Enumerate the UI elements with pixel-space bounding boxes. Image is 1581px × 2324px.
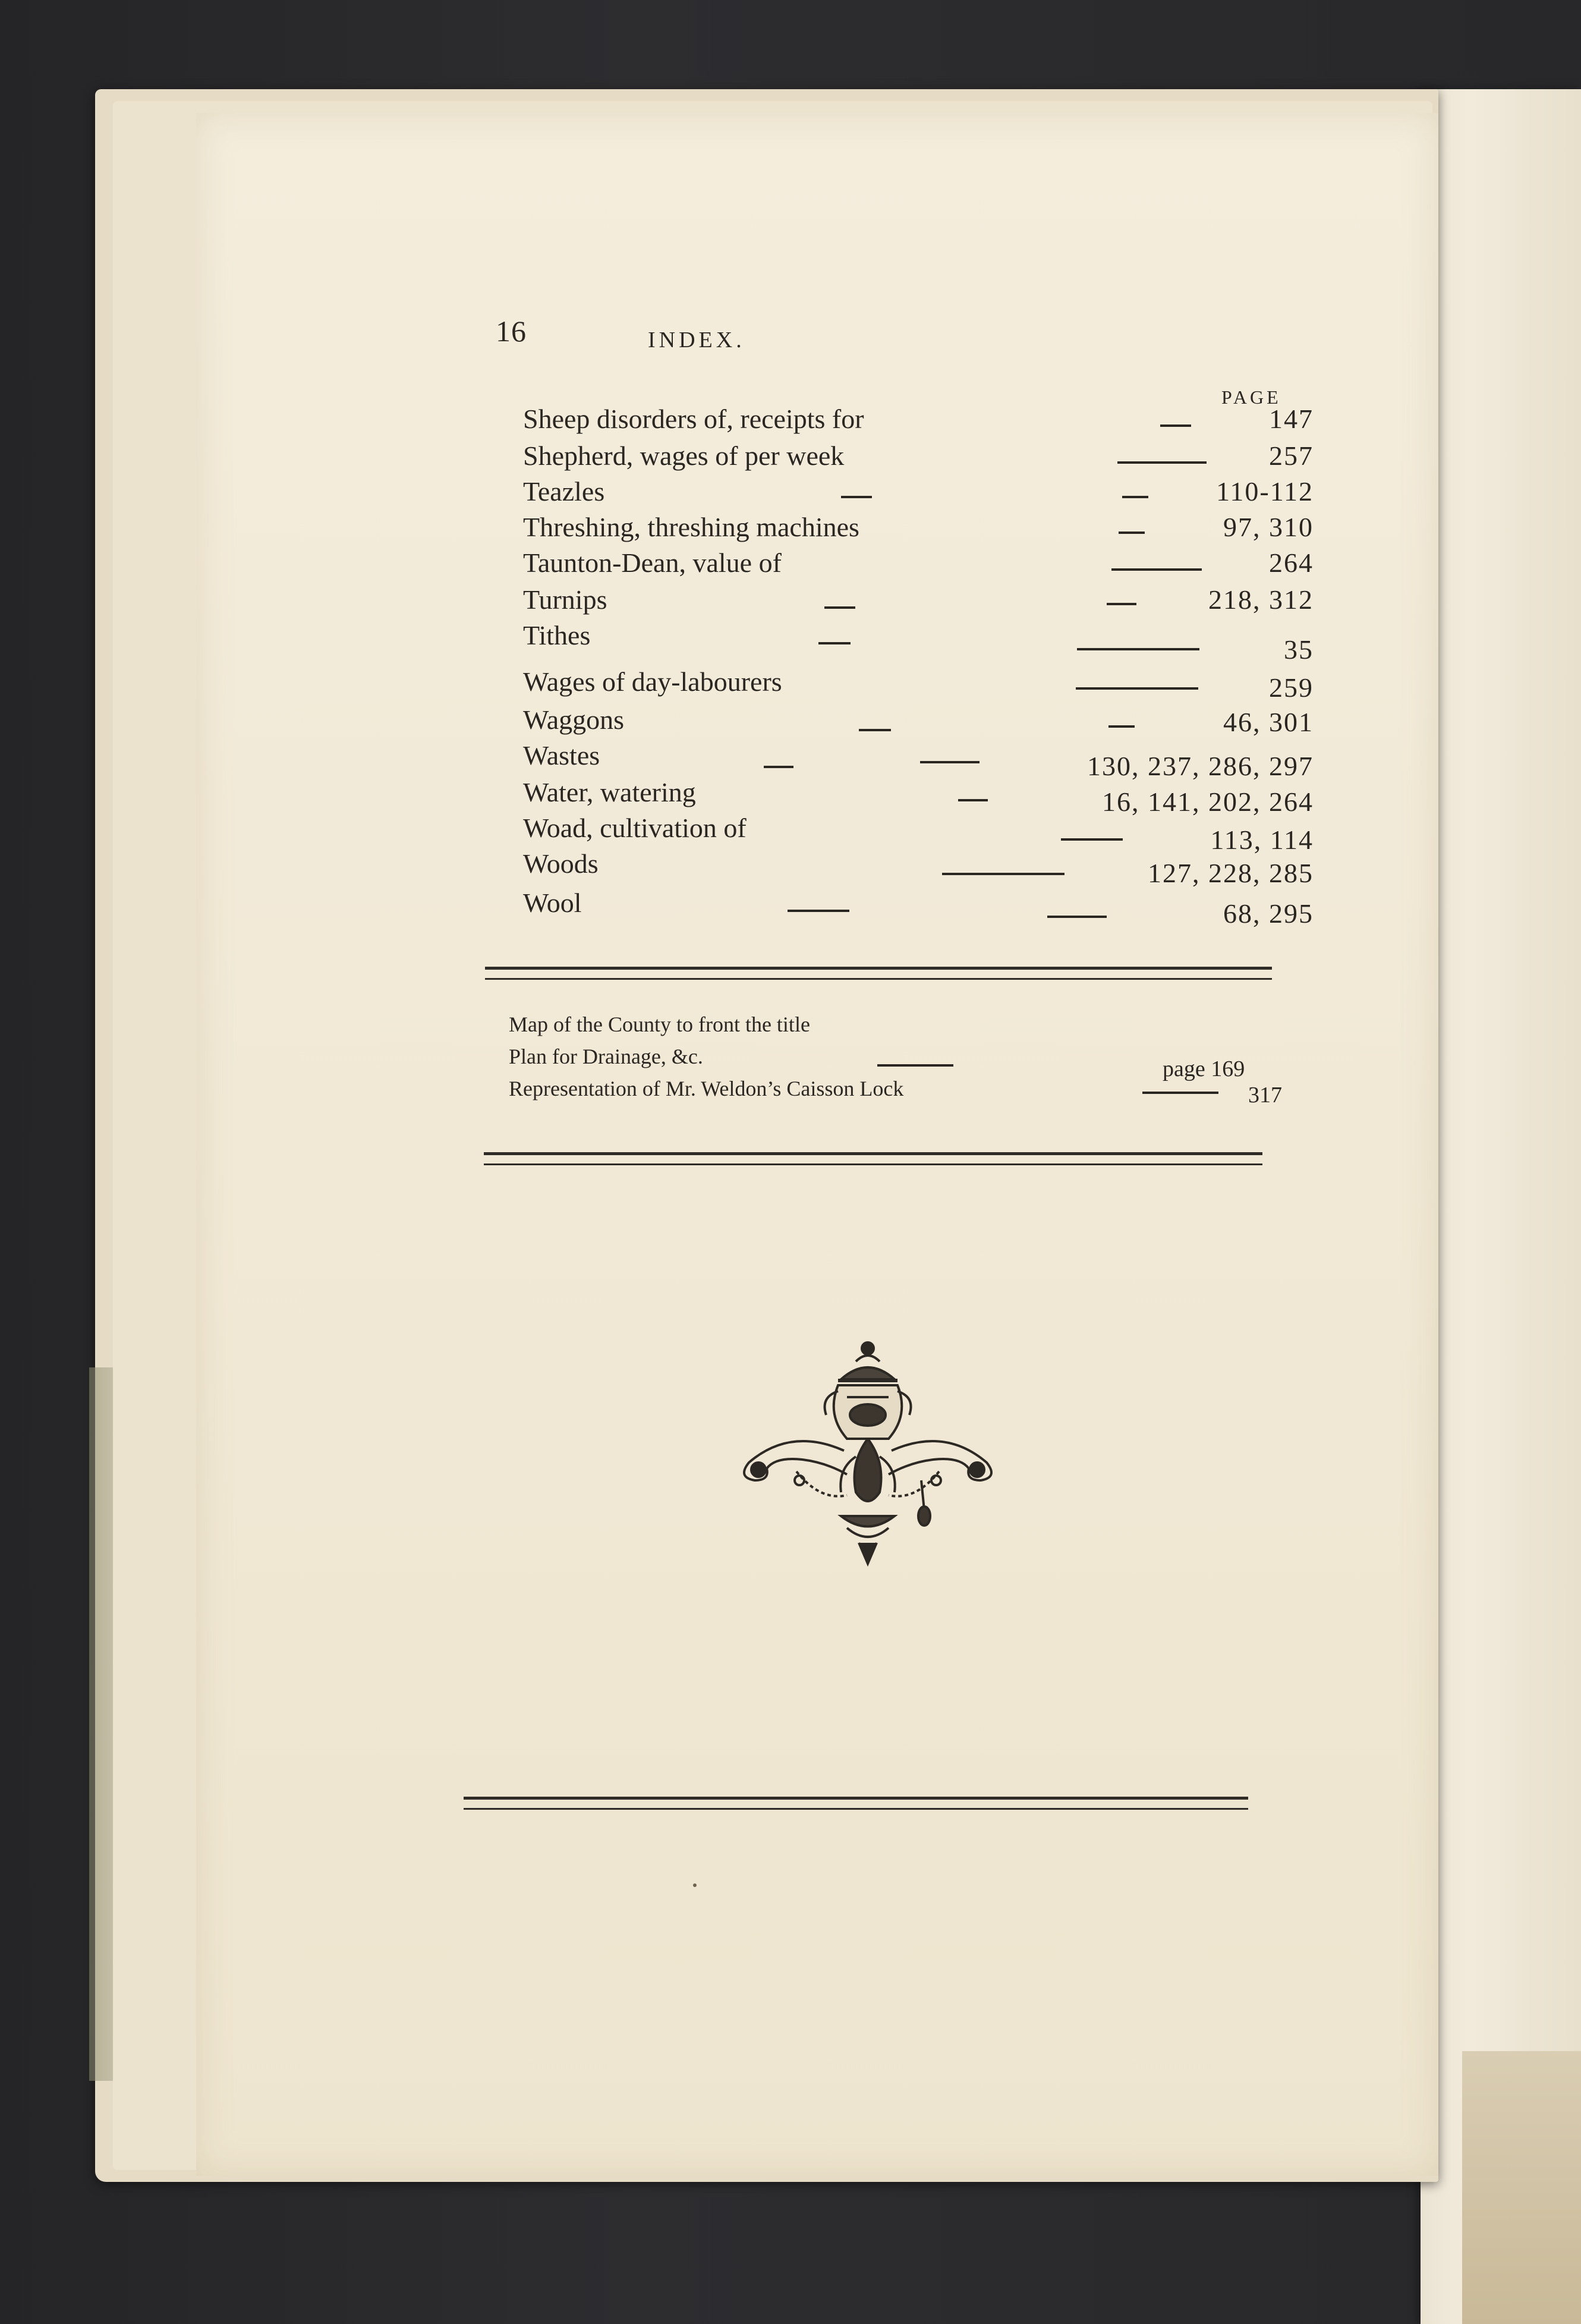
index-term: Tithes (523, 620, 591, 650)
leader-dash (1108, 725, 1135, 728)
index-pages: 35 (1284, 634, 1314, 665)
leader-dash (764, 766, 793, 768)
index-term: Turnips (523, 584, 607, 615)
leader-dash (788, 910, 849, 912)
index-pages: 110-112 (1216, 476, 1314, 507)
index-page (196, 113, 1438, 2176)
index-term: Taunton-Dean, value of (523, 548, 782, 578)
index-entry (523, 888, 1314, 929)
index-entry (523, 584, 1314, 619)
leader-dash (1061, 838, 1123, 841)
leader-dash (818, 642, 851, 644)
index-term: Sheep disorders of, receipts for (523, 404, 864, 434)
index-entry (523, 848, 1314, 889)
plate-title: Representation of Mr. Weldon’s Caisson Lock (509, 1077, 904, 1100)
index-entry (523, 813, 1314, 855)
index-pages: 264 (1269, 548, 1314, 578)
leader-dash (958, 799, 988, 801)
index-entry (523, 658, 1314, 703)
leader-dash (1122, 496, 1148, 498)
index-pages: 16, 141, 202, 264 (1102, 787, 1314, 817)
plate-entry (509, 1044, 1299, 1081)
leader-dash (1077, 648, 1199, 650)
index-term: Teazles (523, 476, 605, 507)
leader-dash (859, 729, 891, 731)
index-pages: 259 (1269, 672, 1314, 703)
index-term: Threshing, threshing machines (523, 512, 859, 542)
plate-page: 317 (1248, 1083, 1282, 1108)
leader-dash (1117, 461, 1207, 464)
plate-page: page 169 (1163, 1056, 1245, 1081)
index-term: Wastes (523, 740, 600, 771)
index-pages: 113, 114 (1210, 825, 1314, 855)
page-number: 16 (496, 315, 527, 348)
paper-speck (693, 1883, 697, 1887)
index-pages: 218, 312 (1208, 584, 1314, 615)
leader-dash (1111, 568, 1202, 571)
index-entry (523, 511, 1314, 547)
index-entry (523, 403, 1314, 439)
adjacent-page (1421, 89, 1581, 2324)
index-pages: 130, 237, 286, 297 (1087, 751, 1314, 781)
plate-entry (509, 1012, 1299, 1040)
index-term: Waggons (523, 705, 625, 735)
index-entry (523, 476, 1314, 511)
leader-dash (1119, 532, 1145, 534)
leader-dash (1160, 424, 1191, 427)
leader-dash (877, 1064, 953, 1067)
index-pages: 257 (1269, 441, 1314, 471)
index-term: Wool (523, 888, 582, 918)
index-pages: 147 (1269, 404, 1314, 434)
double-rule (464, 1797, 1248, 1810)
double-rule (484, 1152, 1262, 1165)
plate-entry (509, 1076, 1299, 1108)
plate-title: Plan for Drainage, &c. (509, 1045, 703, 1068)
leader-dash (1047, 916, 1107, 918)
index-term: Wages of day-labourers (523, 666, 782, 697)
page-column-label: PAGE (1221, 386, 1281, 408)
adjacent-page-edge (1462, 2051, 1581, 2324)
double-rule (485, 967, 1272, 980)
leader-dash (942, 873, 1065, 875)
index-pages: 68, 295 (1223, 898, 1314, 929)
index-entry (523, 777, 1314, 817)
urn-ornament-icon (719, 1338, 1016, 1587)
index-entry (523, 547, 1314, 583)
leader-dash (824, 606, 855, 609)
index-pages: 46, 301 (1223, 707, 1314, 737)
index-term: Woad, cultivation of (523, 813, 747, 843)
leader-dash (1076, 687, 1198, 690)
leader-dash (841, 496, 872, 498)
index-term: Woods (523, 848, 599, 879)
leader-dash (1142, 1092, 1218, 1094)
plate-title: Map of the County to front the title (509, 1012, 810, 1036)
index-pages: 97, 310 (1223, 512, 1314, 542)
index-entry (523, 619, 1314, 665)
index-pages: 127, 228, 285 (1148, 858, 1314, 888)
leader-dash (920, 761, 980, 763)
index-entry (523, 706, 1314, 742)
index-term: Water, watering (523, 777, 696, 807)
running-head: INDEX. (648, 328, 745, 353)
index-entry (523, 440, 1314, 476)
index-entry (523, 740, 1314, 781)
leader-dash (1107, 603, 1136, 605)
binding-edge (89, 1367, 113, 2081)
index-term: Shepherd, wages of per week (523, 441, 845, 471)
